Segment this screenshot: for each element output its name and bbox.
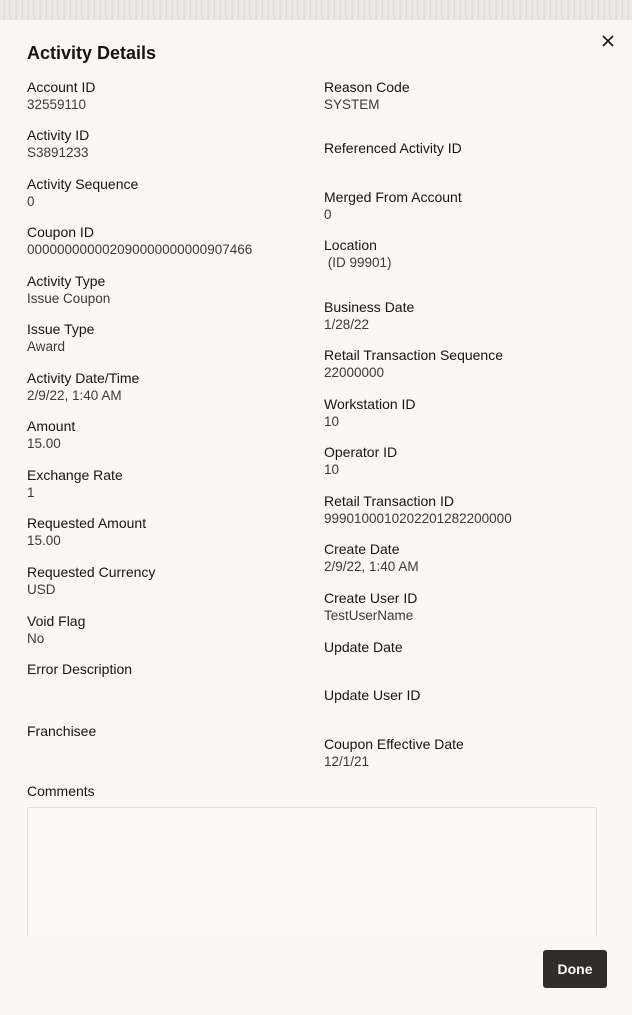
field-value: 15.00 xyxy=(27,533,61,548)
field-account-id xyxy=(27,78,312,114)
field-value: 10 xyxy=(324,462,340,477)
field-label: Update Date xyxy=(324,639,403,655)
field-referenced-activity-id xyxy=(324,139,614,157)
field-label: Reason Code xyxy=(324,79,410,95)
field-value: Issue Coupon xyxy=(27,291,111,306)
field-value: (ID 99901) xyxy=(324,255,392,270)
field-create-user-id xyxy=(324,589,614,625)
close-icon xyxy=(602,35,614,47)
field-requested-amount xyxy=(27,514,312,550)
field-label: Activity Date/Time xyxy=(27,370,140,386)
field-label: Retail Transaction ID xyxy=(324,493,454,509)
field-label: Activity Sequence xyxy=(27,176,139,192)
comments-textarea[interactable] xyxy=(27,807,597,937)
field-location xyxy=(324,236,614,272)
field-amount xyxy=(27,417,312,453)
activity-details-dialog xyxy=(0,20,632,1015)
dialog-title: Activity Details xyxy=(27,43,157,63)
field-activity-date-time xyxy=(27,369,312,405)
field-label: Franchisee xyxy=(27,723,97,739)
field-value: 0 xyxy=(27,194,35,209)
field-business-date xyxy=(324,298,614,334)
field-label: Activity Type xyxy=(27,273,106,289)
field-value: Award xyxy=(27,339,66,354)
field-label: Error Description xyxy=(27,661,133,677)
field-value: 9990100010202201282200000 xyxy=(324,511,512,526)
field-value: 1 xyxy=(27,485,35,500)
field-value: SYSTEM xyxy=(324,97,380,112)
field-activity-type xyxy=(27,272,312,308)
field-label: Account ID xyxy=(27,79,96,95)
field-label: Create User ID xyxy=(324,590,418,606)
field-retail-transaction-sequence xyxy=(324,346,614,382)
field-label: Issue Type xyxy=(27,321,95,337)
field-activity-id xyxy=(27,126,312,162)
field-label: Referenced Activity ID xyxy=(324,140,462,156)
comments-label: Comments xyxy=(27,783,95,799)
field-value: 15.00 xyxy=(27,436,61,451)
field-label: Retail Transaction Sequence xyxy=(324,347,503,363)
field-label: Void Flag xyxy=(27,613,86,629)
field-value: 1/28/22 xyxy=(324,317,370,332)
field-label: Workstation ID xyxy=(324,396,416,412)
done-button[interactable]: Done xyxy=(543,950,607,988)
field-franchisee xyxy=(27,722,312,740)
field-value: 32559110 xyxy=(27,97,87,112)
field-requested-currency xyxy=(27,563,312,599)
field-workstation-id xyxy=(324,395,614,431)
field-value: S3891233 xyxy=(27,145,89,160)
field-update-date xyxy=(324,638,614,656)
close-button[interactable] xyxy=(596,29,620,53)
field-label: Requested Currency xyxy=(27,564,156,580)
background-page-strip xyxy=(0,0,632,21)
field-operator-id xyxy=(324,443,614,479)
field-value: TestUserName xyxy=(324,608,414,623)
field-label: Activity ID xyxy=(27,127,90,143)
field-label: Update User ID xyxy=(324,687,421,703)
field-coupon-effective-date xyxy=(324,735,614,771)
field-issue-type xyxy=(27,320,312,356)
field-activity-sequence xyxy=(27,175,312,211)
field-error-description xyxy=(27,660,312,678)
field-reason-code xyxy=(324,78,614,114)
field-label: Merged From Account xyxy=(324,189,462,205)
field-value: 22000000 xyxy=(324,365,385,380)
field-value: 0 xyxy=(324,207,332,222)
field-label: Coupon Effective Date xyxy=(324,736,464,752)
field-label: Requested Amount xyxy=(27,515,147,531)
field-update-user-id xyxy=(324,686,614,704)
field-label: Create Date xyxy=(324,541,400,557)
field-retail-transaction-id xyxy=(324,492,614,528)
field-value: 2/9/22, 1:40 AM xyxy=(324,559,419,574)
field-value: No xyxy=(27,631,45,646)
field-create-date xyxy=(324,540,614,576)
field-value: 10 xyxy=(324,414,340,429)
field-value: 2/9/22, 1:40 AM xyxy=(27,388,122,403)
field-value: 12/1/21 xyxy=(324,754,370,769)
field-value: 000000000002090000000000907466 xyxy=(27,242,253,257)
field-label: Business Date xyxy=(324,299,415,315)
field-void-flag xyxy=(27,612,312,648)
field-label: Amount xyxy=(27,418,76,434)
field-label: Location xyxy=(324,237,377,253)
field-exchange-rate xyxy=(27,466,312,502)
field-label: Operator ID xyxy=(324,444,398,460)
field-label: Exchange Rate xyxy=(27,467,123,483)
field-merged-from-account xyxy=(324,188,614,224)
field-label: Coupon ID xyxy=(27,224,94,240)
field-value: USD xyxy=(27,582,56,597)
field-coupon-id xyxy=(27,223,312,259)
